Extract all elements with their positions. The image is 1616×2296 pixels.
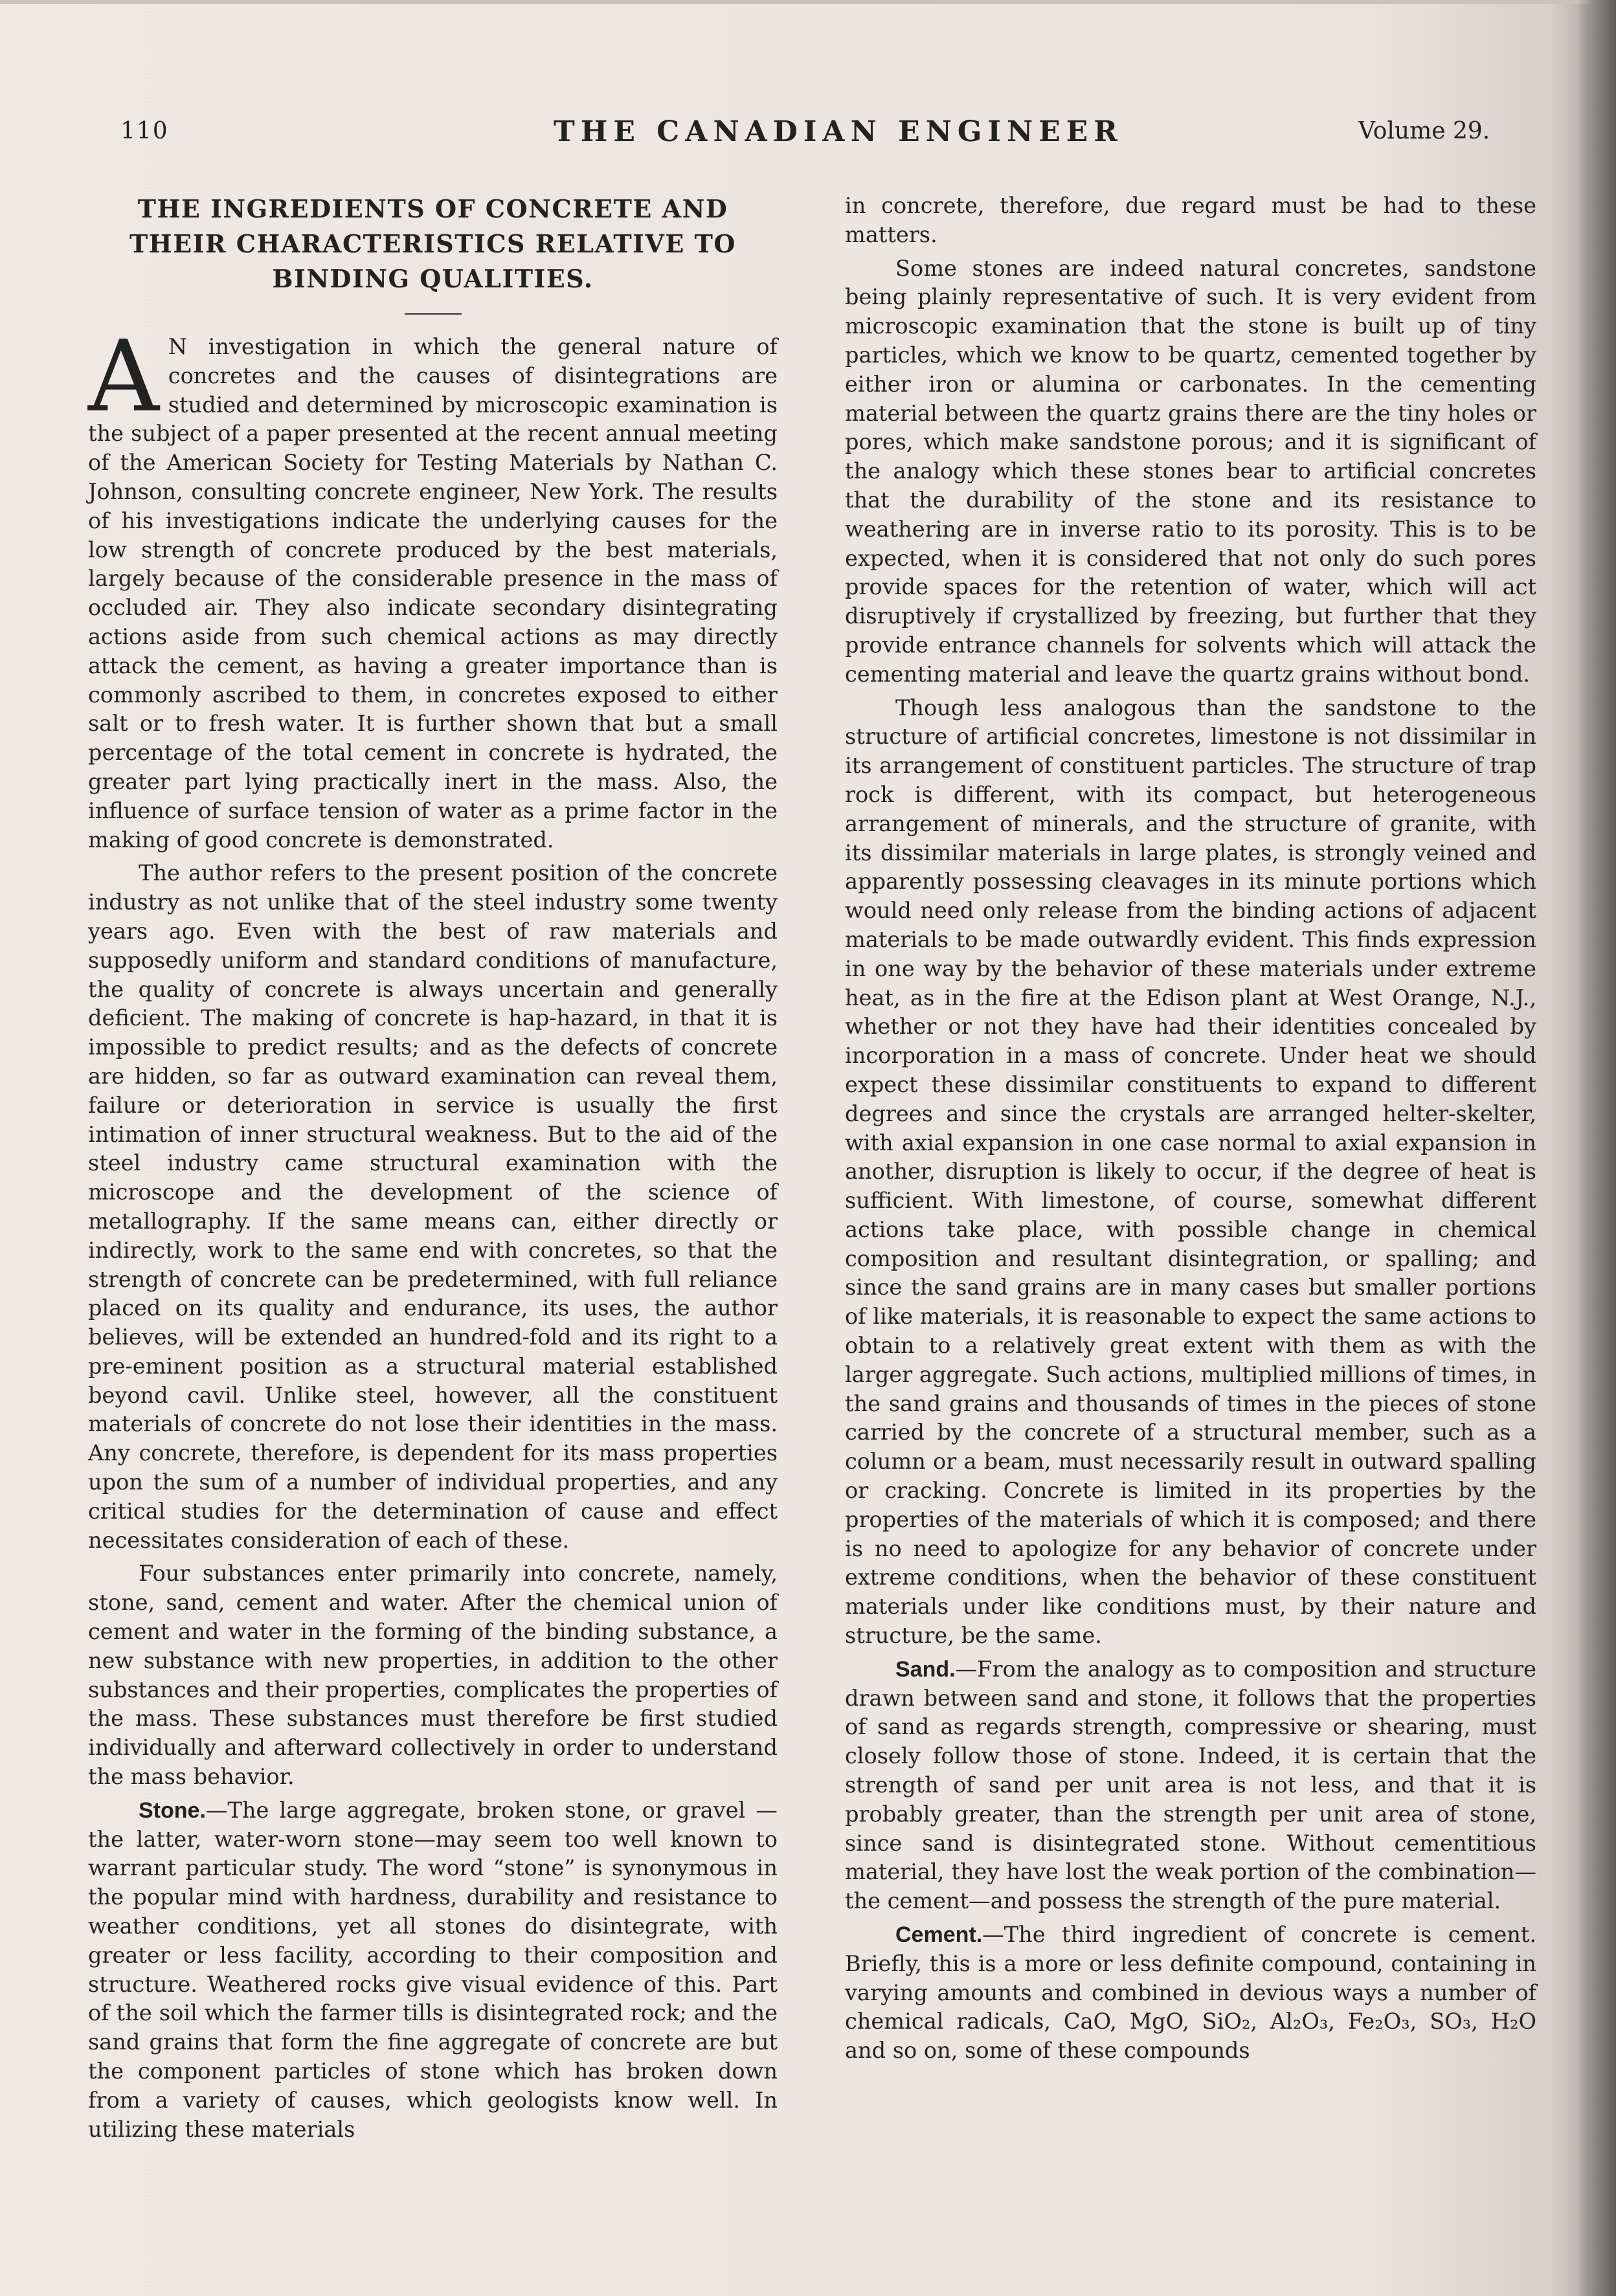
subhead-stone: Stone. bbox=[139, 1798, 206, 1823]
paragraph-substances: Four substances enter primarily into concrete, namely, stone, sand, cement and water. After the chemical union of cement and water in the forming of the binding substance, a new substance with new properties, in addition to the other substances and their properties, complicates the properties of the mass. These substances must therefore be first studied individually and afterward collectively in order to understand the mass behavior. bbox=[88, 1561, 778, 1790]
paragraph-continued: in concrete, therefore, due regard must be had to these matters. bbox=[845, 193, 1536, 247]
page-number: 110 bbox=[120, 118, 169, 144]
cement-text: —The third ingredient of concrete is cement. Briefly, this is a more or less definite compound, containing in varying amounts and combined in devious ways a number of chemical radicals, CaO, MgO, SiO₂, Al₂O₃, Fe₂O₃, SO₃, H₂O and so on, some of these compounds bbox=[845, 1922, 1536, 2064]
paragraph-cement bbox=[845, 1921, 1536, 2066]
stone-text: —The large aggregate, broken stone, or gravel —the latter, water-worn stone—may seem too well known to warrant particular study. The word “stone” is synonymous in the popular mind with hardness, durability and resistance to weather conditions, yet all stones do disintegrate, with greater or less facility, according to their composition and structure. Weathered rocks give visual evidence of this. Part of the soil which the farmer tills is disintegrated rock; and the sand grains that form the fine aggregate of concrete are but the component particles of stone which has broken down from a variety of causes, which geologists know well. In utilizing these materials bbox=[88, 1797, 778, 2142]
paragraph-stone bbox=[88, 1796, 778, 2145]
right-column bbox=[845, 192, 1536, 2070]
paragraph-industry: The author refers to the present position of the concrete industry as not unlike that of the steel industry some twenty years ago. Even with the best of raw materials and supposedly uniform and standard conditions of manufacture, the quality of concrete is always uncertain and generally deficient. The making of concrete is hap-hazard, in that it is impossible to predict results; and as the defects of concrete are hidden, so far as outward examination can reveal them, failure or deterioration in service is usually the first intimation of inner structural weakness. But to the aid of the steel industry came structural examination with the microscope and the development of the science of metallography. If the same means can, either directly or indirectly, work to the same end with concretes, so that the strength of concrete can be predetermined, with full reliance placed on its quality and endurance, its uses, the author believes, will be extended an hundred-fold and its right to a pre-eminent position as a structural material established beyond cavil. Unlike steel, however, all the constituent materials of concrete do not lose their identities in the mass. Any concrete, therefore, is dependent for its mass properties upon the sum of a number of individual properties, and any critical studies for the determination of cause and effect necessitates consideration of each of these. bbox=[88, 860, 778, 1553]
subhead-cement: Cement. bbox=[895, 1923, 983, 1948]
drop-cap: A bbox=[88, 319, 159, 434]
paragraph-sandstone: Some stones are indeed natural concretes, sandstone being plainly representative of such. It is very evident from microscopic examination that the stone is built up of tiny particles, which we know to be quartz, cemented together by either iron or alumina or carbonates. In the cementing material between the quartz grains there are the tiny holes or pores, which make sandstone porous; and it is significant of the analogy which these stones bear to artificial concretes that the durability of the stone and its resistance to weathering are in inverse ratio to its porosity. This is to be expected, when it is considered that not only do such pores provide spaces for the retention of water, which will act disruptively if crystallized by freezing, but further that they provide entrance channels for solvents which will attack the cementing material and leave the quartz grains without bond. bbox=[845, 255, 1536, 687]
title-rule bbox=[405, 313, 462, 315]
volume-label: Volume 29. bbox=[1358, 118, 1490, 144]
page-top-edge bbox=[0, 0, 1616, 4]
running-head bbox=[0, 115, 1616, 157]
intro-text: N investigation in which the general nature of concretes and the causes of disintegrations are studied and determined by microscopic examination is the subject of a paper presented at the recent annual meeting of the American Society for Testing Materials by Nathan C. Johnson, consulting concrete engineer, New York. The results of his investigations indicate the underlying causes for the low strength of concrete produced by the best materials, largely because of the considerable presence in the mass of occluded air. They also indicate secondary disintegrating actions aside from such chemical actions as may directly attack the cement, as having a greater importance than is commonly ascribed to them, in concretes exposed to either salt or to fresh water. It is further shown that but a small percentage of the total cement in concrete is hydrated, the greater part lying practically inert in the mass. Also, the influence of surface tension of water as a prime factor in the making of good concrete is demonstrated. bbox=[88, 334, 778, 853]
journal-title: THE CANADIAN ENGINEER bbox=[554, 115, 1123, 148]
paragraph-limestone: Though less analogous than the sandstone to the structure of artificial concretes, limestone is not dissimilar in its arrangement of constituent particles. The structure of trap rock is different, with its compact, but heterogeneous arrangement of minerals, and the structure of granite, with its dissimilar materials in large plates, is strongly veined and apparently possessing cleavages in its minute portions which would need only release from the binding actions of adjacent materials to be made outwardly evident. This finds expression in one way by the behavior of these materials under extreme heat, as in the fire at the Edison plant at West Orange, N.J., whether or not they have had their identities concealed by incorporation in a mass of concrete. Under heat we should expect these dissimilar constituents to expand to different degrees and since the crystals are arranged helter-skelter, with axial expansion in one case normal to axial expansion in another, disruption is likely to occur, if the degree of heat is sufficient. With limestone, of course, somewhat different actions take place, with possible change in chemical composition and resultant disintegration, or spalling; and since the sand grains are in many cases but smaller portions of like materials, it is reasonable to expect the same actions to obtain to a relatively great extent with them as with the larger aggregate. Such actions, multiplied millions of times, in the sand grains and thousands of times in the pieces of stone carried by the concrete of a structural member, such as a column or a beam, must necessarily result in outward spalling or cracking. Concrete is limited in its properties by the properties of the materials of which it is composed; and there is no need to apologize for any behavior of concrete under extreme conditions, when the behavior of these constituent materials under like conditions must, by their nature and structure, be the same. bbox=[845, 695, 1536, 1649]
intro-paragraph bbox=[88, 319, 778, 854]
binding-shadow bbox=[1577, 0, 1616, 2296]
paragraph-sand bbox=[845, 1655, 1536, 1916]
subhead-sand: Sand. bbox=[895, 1656, 956, 1682]
sand-text: —From the analogy as to composition and structure drawn between sand and stone, it follows that the properties of sand as regards strength, compressive or shearing, must closely follow those of stone. Indeed, it is certain that the strength of sand per unit area is not less, and that it is probably greater, than the strength per unit area of stone, since sand is disintegrated stone. Without cementitious material, they have lost the weak portion of the combination—the cement—and possess the strength of the pure material. bbox=[845, 1656, 1536, 1914]
left-column bbox=[88, 192, 778, 2148]
article-title: THE INGREDIENTS OF CONCRETE AND THEIR CHARACTERISTICS RELATIVE TO BINDING QUALITIES. bbox=[129, 194, 736, 293]
